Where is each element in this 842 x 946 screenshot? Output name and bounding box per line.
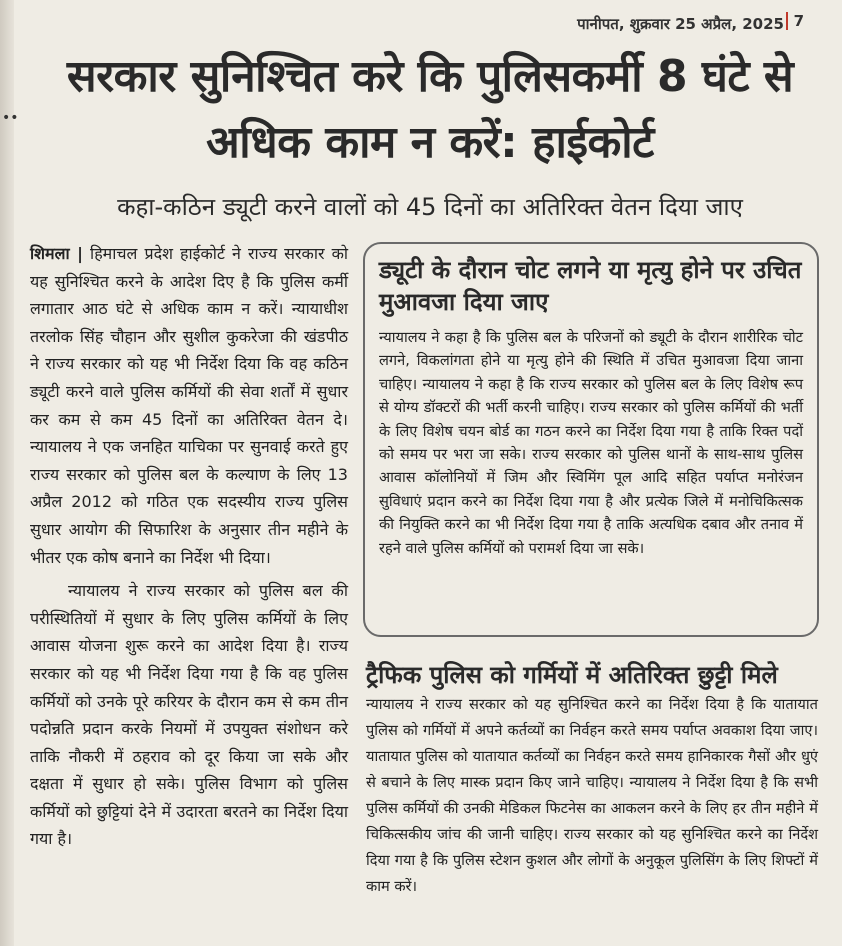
article-body [30, 240, 348, 853]
masthead-dateline: पानीपत, शुक्रवार 25 अप्रैल, 2025 [577, 15, 784, 33]
dateline: शिमला | [30, 244, 83, 263]
compensation-box [363, 242, 819, 637]
traffic-police-text: न्यायालय ने राज्य सरकार को यह सुनिश्चित करने का निर्देश दिया है कि यातायात पुलिस को गर्मियों में अपने कर्तव्यों का निर्वहन करते समय पर्याप्त अवकाश दिया जाए। यातायात पुलिस को यातायात कर्तव्यों का निर्वहन करते समय हानिकारक गैसों और धुएं से बचाने के लिए मास्क प्रदान किए जाने चाहिए। न्यायालय ने निर्देश दिया है कि सभी पुलिस कर्मियों की उनकी मेडिकल फिटनेस का आकलन करने के लिए हर तीन महीने में चिकित्सकीय जांच की जानी चाहिए। राज्य सरकार को यह सुनिश्चित करने का निर्देश दिया गया है कि पुलिस स्टेशन कुशल और लोगों के अनुकूल पुलिसिंग के लिए शिफ्टों में काम करें। [366, 696, 818, 895]
ellipsis-mark: •• [2, 110, 19, 126]
subheadline: कहा-कठिन ड्यूटी करने वालों को 45 दिनों का अतिरिक्त वेतन दिया जाए [117, 193, 743, 221]
paragraph-1-text: हिमाचल प्रदेश हाईकोर्ट ने राज्य सरकार को यह सुनिश्चित करने के आदेश दिए है कि पुलिस कर्मी लगातार आठ घंटे से अधिक काम न करें। न्यायाधीश तरलोक सिंह चौहान और सुशील कुकरेजा की खंडपीठ ने राज्य सरकार को यह भी निर्देश दिया कि वह कठिन ड्यूटी करने वाले पुलिस कर्मियों की सेवा शर्तों में सुधार कर कम से कम 45 दिनों का अतिरिक्त वेतन दे। न्यायालय ने एक जनहित याचिका पर सुनवाई करते हुए राज्य सरकार को पुलिस बल के कल्याण के लिए 13 अप्रैल 2012 को गठित एक सदस्यीय राज्य पुलिस सुधार आयोग की सिफारिश के अनुसार तीन महीने के भीतर एक कोष बनाने का निर्देश भी दिया। [30, 244, 348, 567]
article-paragraph-2: न्यायालय ने राज्य सरकार को पुलिस बल की परीस्थितियों में सुधार के लिए पुलिस कर्मियों के लिए आवास योजना शुरू करने का आदेश दिया है। राज्य सरकार को यह भी निर्देश दिया गया है कि वह पुलिस कर्मियों को उनके पूरे करियर के दौरान कम से कम तीन पदोन्नति प्रदान करके नियमों में उपयुक्त संशोधन करे ताकि नौकरी में ठहराव को दूर किया जा सके और दक्षता में सुधार हो सके। पुलिस विभाग को पुलिस कर्मियों को छुट्टियां देने में उदारता बरतने का निर्देश दिया गया है। [30, 581, 348, 849]
adjacent-page-edge [0, 0, 19, 946]
headline: सरकार सुनिश्चित करे कि पुलिसकर्मी 8 घंटे से अधिक काम न करें: हाईकोर्ट [66, 51, 794, 168]
compensation-text: न्यायालय ने कहा है कि पुलिस बल के परिजनों को ड्यूटी के दौरान शारीरिक चोट लगने, विकलांगता होने या मृत्यु होने की स्थिति में उचित मुआवजा दिया जाना चाहिए। न्यायालय ने कहा है कि राज्य सरकार को पुलिस बल के लिए विशेष रूप से योग्य डॉक्टरों की भर्ती करनी चाहिए। राज्य सरकार को पुलिस कर्मियों की भर्ती के लिए विशेष चयन बोर्ड का गठन करने का निर्देश दिया गया है ताकि रिक्त पदों को समय पर भरा जा सके। राज्य सरकार को पुलिस थानों के साथ-साथ पुलिस आवास कॉलोनियों में जिम और स्विमिंग पूल आदि सहित पर्याप्त मनोरंजन सुविधाएं प्रदान करने का निर्देश दिया गया है और प्रत्येक जिले में मनोचिकित्सक की नियुक्ति करने का भी निर्देश दिया गया है ताकि अत्यधिक दबाव और तनाव में रहने वाले पुलिस कर्मियों को परामर्श दिया जा सके। [379, 329, 803, 557]
compensation-heading: ड्यूटी के दौरान चोट लगने या मृत्यु होने पर उचित मुआवजा दिया जाए [379, 256, 802, 316]
page-number: 7 [786, 12, 804, 30]
traffic-police-heading: ट्रैफिक पुलिस को गर्मियों में अतिरिक्त छुट्टी मिले [366, 661, 778, 689]
article-paragraph-1 [30, 240, 348, 571]
